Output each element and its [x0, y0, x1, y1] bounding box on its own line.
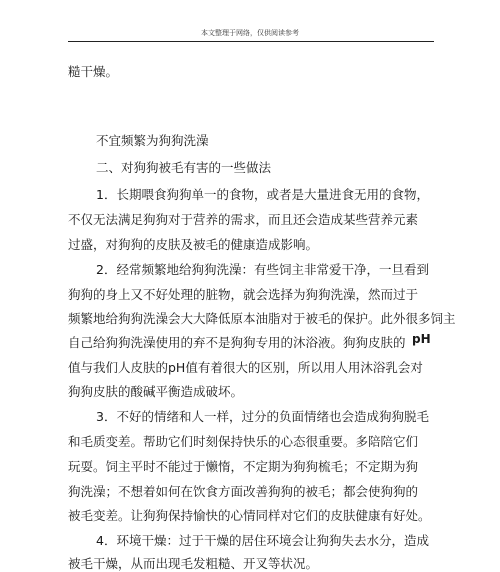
paragraph-line: 糙干燥。: [68, 64, 119, 79]
paragraph-line: 不仅无法满足狗狗对于营养的需求，而且还会造成某些营养元素: [68, 212, 419, 227]
ph-label: pH: [412, 332, 431, 346]
paragraph-line: 被毛干燥，从而出现毛发粗糙、开叉等状况。: [68, 556, 319, 571]
paragraph-line: 狗狗皮肤的酸碱平衡造成破坏。: [68, 384, 244, 399]
paragraph-line: 1．长期喂食狗狗单一的食物，或者是大量进食无用的食物，: [96, 187, 429, 202]
paragraph-line: 频繁地给狗狗洗澡会大大降低原本油脂对于被毛的保护。此外很多饲主: [68, 311, 456, 326]
section-heading: 二、对狗狗被毛有害的一些做法: [96, 160, 272, 175]
section-heading: 不宜频繁为狗狗洗澡: [96, 133, 209, 148]
paragraph-line: 和毛质变差。帮助它们时刻保持快乐的心态很重要。多陪陪它们: [68, 434, 419, 449]
paragraph-line: 狗洗澡；不想着如何在饮食方面改善狗狗的被毛；都会使狗狗的: [68, 484, 419, 499]
header-divider: [68, 41, 434, 42]
paragraph-line: 自己给狗狗洗澡使用的弃不是狗狗专用的沐浴液。狗狗皮肤的: [68, 335, 406, 350]
paragraph-line: 2．经常频繁地给狗狗洗澡：有些饲主非常爱干净，一旦看到: [96, 262, 429, 277]
paragraph-line: 值与我们人皮肤的pH值有着很大的区别，所以用人用沐浴乳会对: [68, 360, 423, 375]
page-header: 本文整理于网络，仅供阅读参考: [201, 29, 299, 37]
paragraph-line: 3．不好的情绪和人一样，过分的负面情绪也会造成狗狗脱毛: [96, 409, 429, 424]
paragraph-line: 狗狗的身上又不好处理的脏物，就会选择为狗狗洗澡，然而过于: [68, 287, 419, 302]
paragraph-line: 被毛变差。让狗狗保持愉快的心情同样对它们的皮肤健康有好处。: [68, 508, 431, 523]
paragraph-line: 过盛，对狗狗的皮肤及被毛的健康造成影响。: [68, 237, 319, 252]
paragraph-line: 4．环境干燥：过于干燥的居住环境会让狗狗失去水分，造成: [96, 533, 429, 548]
paragraph-line: 玩耍。饲主平时不能过于懒惰，不定期为狗狗梳毛；不定期为狗: [68, 459, 419, 474]
